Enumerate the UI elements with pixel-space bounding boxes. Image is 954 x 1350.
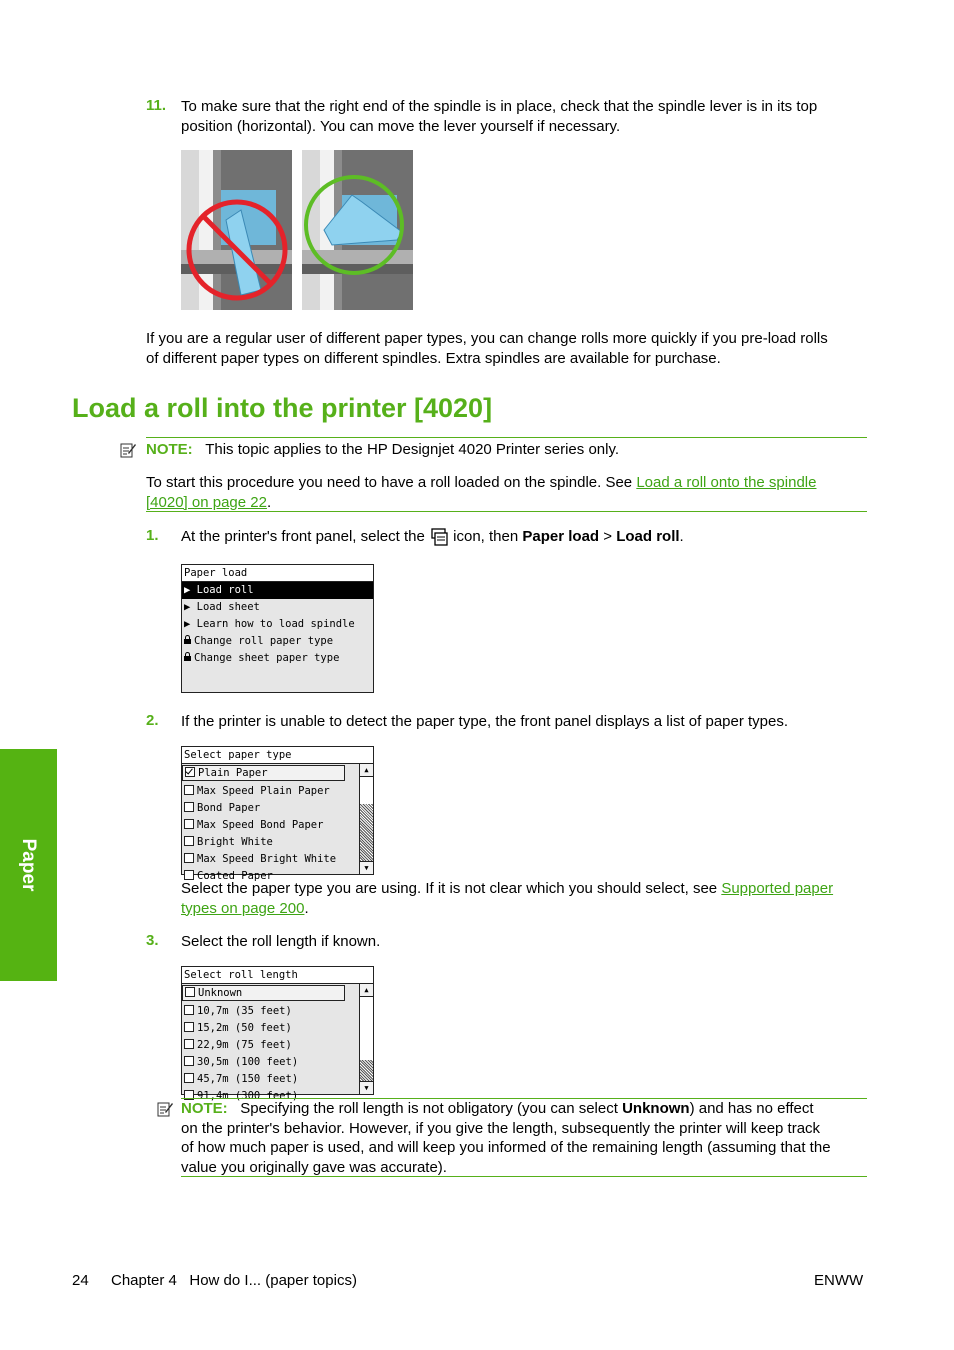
lock-icon [184,639,191,644]
note-bottom-rule [146,511,867,512]
checkbox-icon [184,785,194,795]
note-1-paragraph-end: . [266,493,272,511]
menu-item-change-sheet-type[interactable] [182,650,373,667]
option-label: 30,5m (100 feet) [197,1056,299,1068]
roll-length-option[interactable] [182,1020,359,1037]
paper-load-menu-name: Paper load [522,528,600,545]
checkbox-icon [184,853,194,863]
menu-item-load-roll[interactable]: ▶ Load roll [182,582,373,599]
step-2-followup-end: . [304,899,309,917]
paper-type-option[interactable] [182,817,359,834]
step-1-text [181,527,684,547]
menu-item-label: Change sheet paper type [194,652,340,664]
note-2-line-1a: Specifying the roll length is not obligatory (you can select [240,1100,623,1117]
note-icon [156,1100,174,1118]
note-2-unknown: Unknown [622,1100,690,1117]
front-panel-paper-load [181,564,374,693]
intro-line-2: of different paper types on different spindles. Extra spindles are available for purchase. [146,349,721,367]
checkbox-icon [184,1073,194,1083]
step-2-followup-text: Select the paper type you are using. If it is not clear which you should select, see [181,880,722,897]
roll-length-option[interactable] [182,1003,359,1020]
menu-item-load-sheet[interactable]: ▶ Load sheet [184,601,260,613]
step-11-line-2: position (horizontal). You can move the lever yourself if necessary. [181,117,621,135]
footer-brand: ENWW [814,1272,864,1289]
scroll-down-icon[interactable]: ▼ [360,1081,373,1094]
step-number: 1. [146,527,159,544]
step-number: 2. [146,712,159,729]
roll-length-option[interactable] [182,1037,359,1054]
paper-type-option[interactable] [182,800,359,817]
step-1-text-a: At the printer's front panel, select the [181,528,429,545]
note-top-rule [146,437,867,438]
checkbox-icon [184,836,194,846]
front-panel-paper-type [181,746,374,882]
paper-type-option[interactable] [182,834,359,851]
menu-item-label: Load sheet [196,601,260,613]
checkbox-icon [184,1039,194,1049]
option-label: 10,7m (35 feet) [197,1005,292,1017]
step-11-line-1: To make sure that the right end of the spindle is in place, check that the spindle lever is in its top [181,98,818,115]
panel-title: Select roll length [182,967,373,984]
roll-length-option[interactable] [182,1054,359,1071]
option-label: Bond Paper [197,802,261,814]
load-roll-menu-name: Load roll [616,528,680,545]
note-1-paragraph-text: To start this procedure you need to have a roll loaded on the spindle. See [146,474,637,491]
scroll-down-icon[interactable]: ▼ [360,861,373,874]
load-roll-spindle-link[interactable]: Load a roll onto the spindle [636,474,817,491]
note-icon [119,441,137,459]
scroll-up-icon[interactable]: ▲ [360,984,373,997]
supported-paper-types-link[interactable]: Supported paper [721,880,834,897]
option-label: Plain Paper [198,767,268,779]
scroll-thumb[interactable] [360,804,373,864]
option-label: Unknown [198,987,243,999]
paper-load-icon [429,527,449,546]
note-2 [181,1099,881,1177]
paper-type-option[interactable] [182,783,359,800]
option-label: 91,4m (300 feet) [197,1090,299,1102]
side-tab-label: Paper [18,838,39,892]
checkbox-icon [184,1056,194,1066]
step-2-followup [181,879,881,918]
note-2-line-1b: ) and has no effect [689,1100,814,1117]
spindle-lever-illustration [181,150,413,310]
checkbox-icon [184,819,194,829]
checkbox-icon [185,987,195,997]
lever-correct-position-image [302,150,413,310]
option-label: 22,9m (75 feet) [197,1039,292,1051]
side-tab-paper [0,749,57,981]
supported-paper-types-link-cont[interactable]: types on page 200 [181,899,305,917]
roll-length-option[interactable] [182,985,345,1001]
step-2-text: If the printer is unable to detect the paper type, the front panel displays a list of paper types. [181,713,789,730]
step-3-text: Select the roll length if known. [181,933,381,950]
option-label: Max Speed Bond Paper [197,819,324,831]
checkbox-icon [184,1005,194,1015]
step-1-text-b: icon, then [449,528,523,545]
note-1-text: This topic applies to the HP Designjet 4020 Printer series only. [205,441,620,458]
option-label: Max Speed Plain Paper [197,785,330,797]
option-label: 15,2m (50 feet) [197,1022,292,1034]
step-number: 3. [146,932,159,949]
note-2-line-4: value you originally gave was accurate). [181,1158,447,1176]
note-bottom-rule [181,1176,867,1177]
scrollbar[interactable] [359,764,373,874]
note-label: NOTE: [146,441,193,458]
menu-item-change-roll-type[interactable] [182,633,373,650]
roll-length-option[interactable] [182,1071,359,1088]
option-label: Coated Paper [197,870,273,882]
note-1-paragraph [146,473,876,512]
page-number: 24 [72,1272,89,1289]
panel-title: Paper load [182,565,373,582]
section-title: Load a roll into the printer [4020] [72,393,493,423]
footer-chapter: Chapter 4 How do I... (paper topics) [111,1272,357,1289]
intro-paragraph [146,329,876,368]
step-1-end: . [679,528,684,545]
note-label: NOTE: [181,1100,228,1117]
scrollbar[interactable] [359,984,373,1094]
option-label: Bright White [197,836,273,848]
option-label: Max Speed Bright White [197,853,337,865]
load-roll-spindle-link-cont[interactable]: [4020] on page 22 [146,493,267,511]
step-number: 11. [146,97,167,114]
paper-type-option[interactable] [182,765,345,781]
scroll-up-icon[interactable]: ▲ [360,764,373,777]
step-11-text [181,97,881,136]
intro-line-1: If you are a regular user of different paper types, you can change rolls more quickly if you pre-load rolls [146,330,828,347]
note-2-line-3: of how much paper is used, and will keep you informed of the remaining length (assuming that the [181,1139,831,1156]
checkbox-checked-icon [185,767,195,777]
paper-type-option[interactable] [182,851,359,868]
lock-icon [184,656,191,661]
menu-separator: > [599,528,617,545]
option-label: 45,7m (150 feet) [197,1073,299,1085]
note-1 [146,440,619,460]
panel-title: Select paper type [182,747,373,764]
note-2-line-2: on the printer's behavior. However, if you give the length, subsequently the printer will keep track [181,1119,821,1137]
menu-item-label: Load roll [196,584,254,596]
checkbox-icon [184,1022,194,1032]
menu-item-label: Learn how to load spindle [196,618,355,630]
menu-item-learn-spindle[interactable]: ▶ Learn how to load spindle [184,618,355,630]
lever-wrong-position-image [181,150,292,310]
menu-item-label: Change roll paper type [194,635,334,647]
checkbox-icon [184,802,194,812]
front-panel-roll-length [181,966,374,1102]
